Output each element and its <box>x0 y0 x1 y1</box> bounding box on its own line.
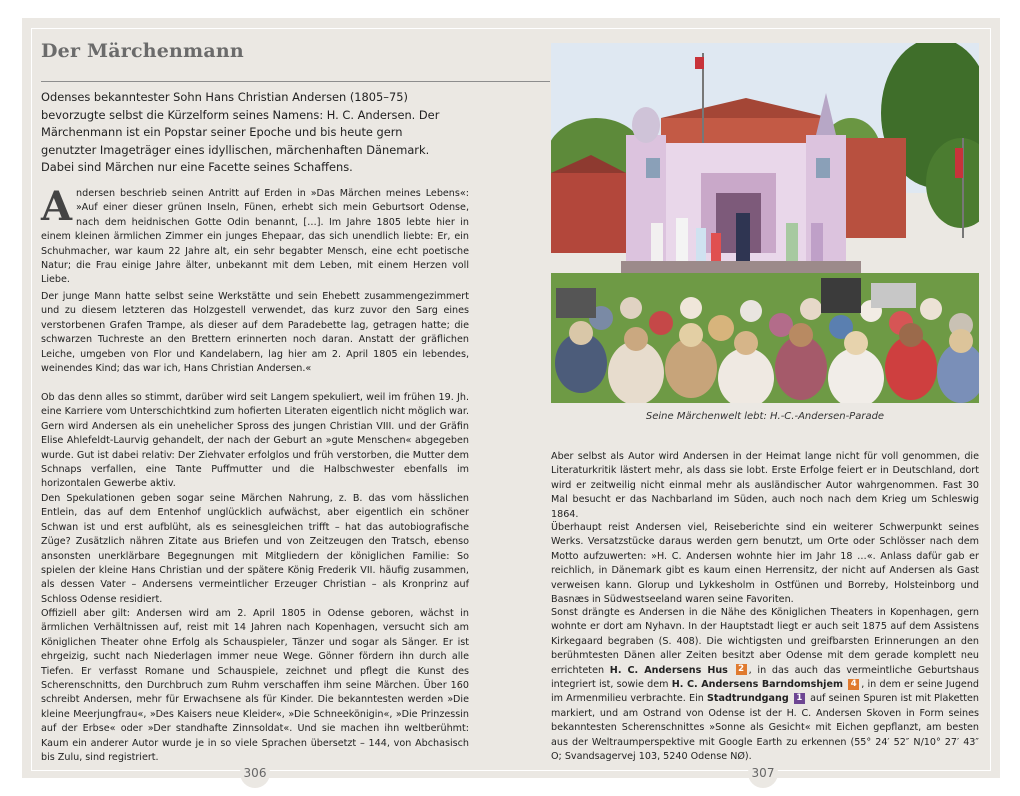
right-paragraph-3-part-b: , in das auch das vermeintliche Geburtshaus integriert ist, sowie dem <box>551 664 979 691</box>
right-paragraph-1: Aber selbst als Autor wird Andersen in der Heimat lange nicht für voll genommen, die Literaturkritik lästert mehr, als dass sie lobt. Erste Erfolge feiert er in Deutschland, dort wird er zeitweilig nicht einmal mehr als ausländischer Autor wahrgenommen. Fast 30 Mal besucht er das Nachbarland im Süden, auch noch nach dem Krieg um Schleswig 1864. <box>551 451 979 520</box>
body-paragraph-1 <box>41 183 469 288</box>
map-marker-1: 1 <box>794 693 805 704</box>
sight-label-hus: H. C. Andersens Hus <box>609 664 728 676</box>
right-paragraph-3 <box>551 606 979 764</box>
body-paragraph-4: Den Spekulationen geben sogar seine Märchen Nahrung, z. B. das vom hässlichen Entlein, das auf dem Entenhof unglücklich aufwächst, aber eigentlich ein schöner Schwan ist und erst aufblüht, als es seinesgleichen trifft – hat das autobiografische Züge? Zusätzlich nähren Zitate aus Briefen und von Zeitzeugen den Tratsch, ebenso ansonsten unerklärbare Begegnungen mit Mitgliedern der königlichen Familie: So spielen der kleine Hans Christian und der spätere König Frederik VII. häufig zusammen, als dessen Vater – Andersens vermeintlicher Erzeuger Christian – als Kronprinz auf Schloss Odense residiert. <box>41 493 469 605</box>
chapter-title: Der Märchenmann <box>41 40 244 62</box>
right-paragraph-3-part-a: Sonst drängte es Andersen in die Nähe des Königlichen Theaters in Kopenhagen, gern wohnte er dort am Nyhavn. In der Hauptstadt liegt er auch seit 1875 auf dem Assistens Kirkegaard begraben (S. 408). Die wichtigsten und greifbarsten Erinnerungen an den berühmtesten Dänen aller Zeiten besitzt aber Odense mit dem gerade komplett neu errichteten <box>551 607 979 676</box>
body-paragraph-5: Offiziell aber gilt: Andersen wird am 2. April 1805 in Odense geboren, wächst in ärmlichen Verhältnissen auf, reist mit 14 Jahren nach Kopenhagen, versucht sich am Königlichen Theater ohne Erfolg als Schauspieler, Tänzer und sogar als Sänger. Er ist ehrgeizig, sucht nach Niederlagen immer neue Wege. Gönner fördern ihn durch alle Tiefen. Er verfasst Romane und Schauspiele, zeichnet und pflegt die Kunst des Scherenschnitts, den Durchbruch zum Ruhm verschaffen ihm seine Märchen. Über 160 schreibt Andersen, mehr für Erwachsene als für Kinder. Die bekanntesten werden »Die kleine Meerjungfrau«, »Des Kaisers neue Kleider«, »Die Schneekönigin«, »Die Prinzessin auf der Erbse« oder »Der standhafte Zinnsoldat«. Und sie machen ihn weltberühmt: Kaum ein anderer Autor wurde je in so viele Sprachen übersetzt – 144, von Abchasisch bis Zulu, sind registriert. <box>41 608 469 764</box>
intro-paragraph: Odenses bekanntester Sohn Hans Christian Andersen (1805–75) bevorzugte selbst die Kürzelform seines Namens: H. C. Andersen. Der Märchenmann ist ein Popstar seiner Epoche und bis heute gern genutzter Imageträger eines idyllischen, märchenhaften Dänemark. Dabei sind Märchen nur eine Facette seines Schaffens. <box>41 90 440 175</box>
map-marker-2: 2 <box>736 664 747 675</box>
sight-label-barndomshjem: H. C. Andersens Barndomshjem <box>671 679 843 691</box>
body-paragraph-3: Ob das denn alles so stimmt, darüber wird seit Langem spekuliert, weil im frühen 19. Jh. eine Karriere vom Unterschichtkind zum hofierten Literaten eigentlich nicht möglich war. Gern wird Andersen als ein unehelicher Spross des jungen Christian VIII. und der Gräfin Elise Ahlefeldt-Laurvig gehandelt, der nach der Geburt an »gute Menschen« abgegeben wurde. Gut ist dabei relativ: Der Ziehvater erfolglos und früh verstorben, die Mutter dem Schnaps verfallen, eine Tante Puffmutter und die Halbschwester ebenfalls im horizontalen Gewerbe aktiv. <box>41 392 469 490</box>
title-rule <box>41 81 550 82</box>
right-paragraph-3-part-d: auf seinen Spuren ist mit Plaketten markiert, und am Ostrand von Odense ist der H. C. Andersen Skoven in Form seines bekanntesten Scherenschnittes »Sonne als Gesicht« mit Eichen gepflanzt, am besten aus der Weltraumperspektive mit Google Earth zu erkennen (55° 24′ 52″ N/10° 27′ 43″ O; Svandsagervej 103, 5240 Odense NØ). <box>551 693 979 763</box>
page-number-right: 307 <box>748 758 778 788</box>
parade-photo <box>551 43 979 403</box>
drop-cap: A <box>41 183 73 230</box>
body-paragraph-2: Der junge Mann hatte selbst seine Werkstätte und sein Ehebett zusammengezimmert und zu diesem letzteren das Holzgestell verwendet, das kurz zuvor den Sarg eines verstorbenen Grafen Trampe, als dieser auf dem Paradebette lag, getragen hatte; die schwarzen Tuchreste an den Brettern erinnerten noch daran. Anstatt der gräflichen Leiche, umgeben von Flor und Kandelabern, lag hier am 2. April 1805 ein lebendes, weinendes Kind; das war ich, Hans Christian Andersen.« <box>41 291 469 375</box>
sight-label-stadtrundgang: Stadtrundgang <box>706 693 789 705</box>
body-paragraph-1-text: ndersen beschrieb seinen Antritt auf Erden in »Das Märchen meines Lebens«: »Auf einer dieser grünen Inseln, Fünen, erhebt sich mein Geburtsort Odense, nach dem heidnischen Gotte Odin benannt, […]. Im Jahre 1805 lebte hier in einem kleinen ärmlichen Zimmer ein junges Ehepaar, das sich unendlich liebte: Er, ein Schuhmacher, war kaum 22 Jahre alt, ein sehr begabter Mensch, eine echt poetische Natur; die Frau einige Jahre älter, unbekannt mit dem Leben, mit einem Herzen voll Liebe. <box>41 188 469 286</box>
right-paragraph-3-part-c: , in dem er seine Jugend im Armenmilieu verbrachte. Ein <box>551 679 979 705</box>
right-paragraph-2: Überhaupt reist Andersen viel, Reiseberichte sind ein weiterer Schwerpunkt seines Werks. Versatzstücke daraus werden gern benutzt, um Orte oder Schlösser nach dem Motto aufzuwerten: »H. C. Andersen wohnte hier im Jahr 18 …«. Anlass dafür gab er reichlich, in Dänemark gibt es kaum einen Herrensitz, der nicht auf Andersen als Gast verweisen kann. Glorup und Lykkesholm in Ostfünen und Borreby, Holsteinborg und Basnæs in Südwestseeland waren seine Favoriten. <box>551 522 979 606</box>
page-number-left: 306 <box>240 758 270 788</box>
photo-caption: Seine Märchenwelt lebt: H.-C.-Andersen-Parade <box>645 411 885 422</box>
map-marker-4: 4 <box>848 679 859 690</box>
